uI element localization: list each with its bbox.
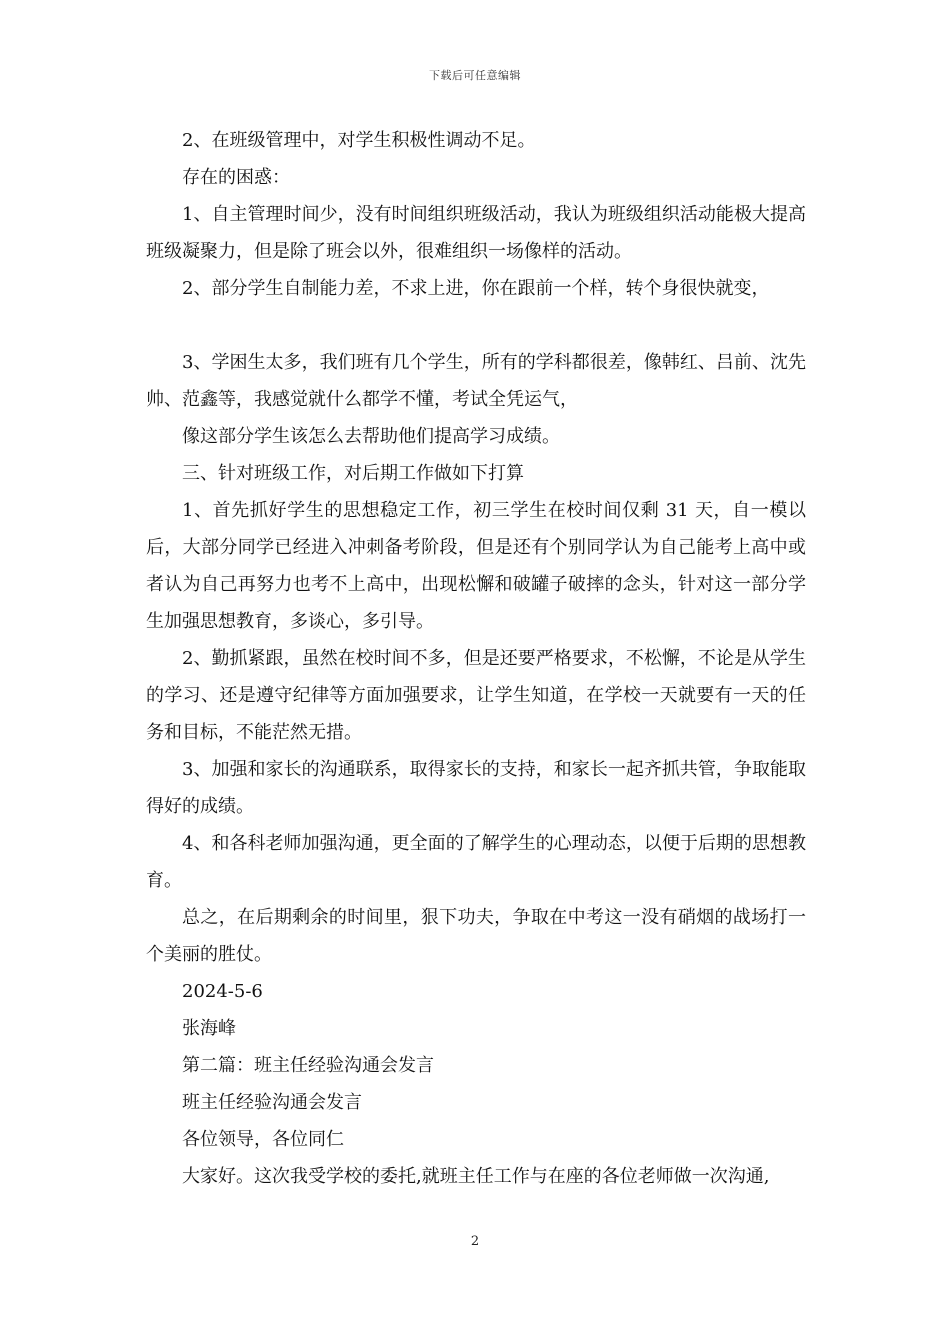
- paragraph: 3、学困生太多，我们班有几个学生，所有的学科都很差，像韩红、吕前、沈先帅、范鑫等，我感觉就什么都学不懂，考试全凭运气，: [146, 352, 806, 410]
- document-body: [146, 122, 806, 1195]
- paragraph: 4、和各科老师加强沟通，更全面的了解学生的心理动态，以便于后期的思想教育。: [146, 833, 806, 891]
- paragraph: 总之，在后期剩余的时间里，狠下功夫，争取在中考这一没有硝烟的战场打一个美丽的胜仗。: [146, 907, 806, 965]
- paragraph: 1、首先抓好学生的思想稳定工作，初三学生在校时间仅剩 31 天，自一模以后，大部分同学已经进入冲刺备考阶段，但是还有个别同学认为自己能考上高中或者认为自己再努力也考不上高中，出现松懈和破罐子破摔的念头，针对这一部分学生加强思想教育，多谈心，多引导。: [146, 500, 806, 632]
- page-header-note: 下载后可任意编辑: [429, 69, 521, 82]
- part-title: 第二篇：班主任经验沟通会发言: [182, 1055, 434, 1076]
- section-heading: 三、针对班级工作，对后期工作做如下打算: [182, 463, 524, 484]
- speech-title: 班主任经验沟通会发言: [182, 1092, 362, 1113]
- paragraph: 2、在班级管理中，对学生积极性调动不足。: [182, 130, 536, 151]
- paragraph: 3、加强和家长的沟通联系，取得家长的支持，和家长一起齐抓共管，争取能取得好的成绩。: [146, 759, 806, 817]
- paragraph: 2、勤抓紧跟，虽然在校时间不多，但是还要严格要求，不松懈，不论是从学生的学习、还是遵守纪律等方面加强要求，让学生知道，在学校一天就要有一天的任务和目标，不能茫然无措。: [146, 648, 806, 743]
- page-number: 2: [470, 1234, 480, 1249]
- blank-line: [146, 307, 806, 344]
- date-line: 2024-5-6: [182, 981, 263, 1002]
- paragraph: 像这部分学生该怎么去帮助他们提高学习成绩。: [182, 426, 560, 447]
- author-name: 张海峰: [182, 1018, 236, 1039]
- paragraph: 1、自主管理时间少，没有时间组织班级活动，我认为班级组织活动能极大提高班级凝聚力，但是除了班会以外，很难组织一场像样的活动。: [146, 204, 806, 262]
- paragraph: 2、部分学生自制能力差，不求上进，你在跟前一个样，转个身很快就变，: [182, 278, 770, 299]
- paragraph: 大家好。这次我受学校的委托,就班主任工作与在座的各位老师做一次沟通,: [182, 1166, 770, 1187]
- paragraph: 存在的困惑：: [182, 167, 290, 188]
- salutation: 各位领导，各位同仁: [182, 1129, 344, 1150]
